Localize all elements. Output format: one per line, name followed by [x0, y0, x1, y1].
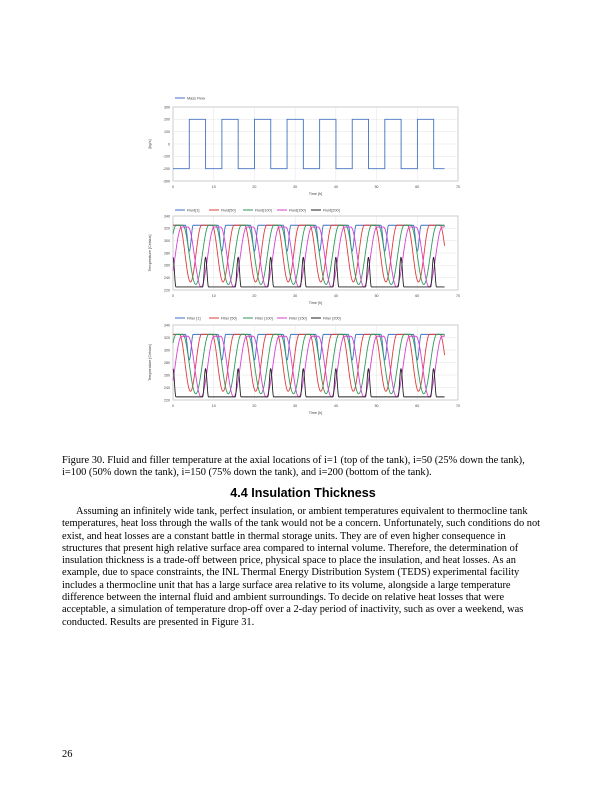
x-tick-label: 60 — [415, 185, 420, 189]
x-tick-label: 20 — [252, 404, 257, 408]
page-number: 26 — [62, 749, 73, 760]
y-tick-label: 300 — [164, 348, 170, 353]
x-axis-label: Time [h] — [308, 301, 323, 305]
legend-label: Filler [100] — [255, 316, 273, 321]
legend-label: Fluid[100] — [255, 208, 272, 213]
x-tick-label: 20 — [252, 185, 257, 189]
y-tick-label: 0 — [168, 142, 170, 147]
y-tick-label: 280 — [164, 360, 170, 365]
y-tick-label: 220 — [164, 288, 170, 293]
y-axis-label: [kg/s] — [148, 139, 152, 149]
y-tick-label: -100 — [162, 154, 170, 159]
x-tick-label: 30 — [293, 185, 298, 189]
x-tick-label: 60 — [415, 404, 420, 408]
body-paragraph: Assuming an infinitely wide tank, perfect insulation, or ambient temperatures equivalent to thermocline tank temperatures, heat loss through the walls of the tank would not be a concern. Unfortunately, such conditions do not exist, and heat losses are a constant battle in thermal storage units. They are of even higher consequence in structures that present high relative surface area compared to internal volume. Therefore, the determination of insulation thickness is a trade-off between price, physical space to place the insulation, and heat losses. As an example, due to space constraints, the INL Thermal Energy Distribution System (TEDS) experimental facility includes a thermocline unit that has a large surface area relative to its volume, alongside a large temperature difference between the internal fluid and ambient surroundings. To decide on relative heat losses that were acceptable, a simulation of temperature drop-off over a 2-day period of inactivity, such as over a weekend, was conducted. Results are presented in Figure 31. — [62, 506, 541, 628]
y-tick-label: 300 — [164, 105, 170, 110]
y-axis-label: Temperature [Celsius] — [148, 344, 152, 381]
y-tick-label: 240 — [164, 275, 170, 280]
y-tick-label: 280 — [164, 251, 170, 256]
x-tick-label: 70 — [456, 294, 460, 298]
x-tick-label: 50 — [374, 185, 379, 189]
x-tick-label: 10 — [211, 404, 216, 408]
y-tick-label: 320 — [164, 335, 170, 340]
x-tick-label: 70 — [456, 185, 460, 189]
y-tick-label: 320 — [164, 226, 170, 231]
y-tick-label: 240 — [164, 385, 170, 390]
x-tick-label: 60 — [415, 294, 420, 298]
chart-2 — [148, 208, 460, 305]
legend-label: Mass Flow — [187, 96, 206, 101]
y-tick-label: 220 — [164, 398, 170, 403]
x-tick-label: 40 — [333, 185, 338, 189]
x-tick-label: 0 — [172, 185, 174, 189]
legend-label: Fluid[150] — [289, 208, 306, 213]
x-tick-label: 0 — [172, 404, 174, 408]
y-tick-label: 260 — [164, 263, 170, 268]
x-tick-label: 40 — [333, 404, 338, 408]
x-tick-label: 40 — [333, 294, 338, 298]
x-axis-label: Time [h] — [308, 192, 323, 196]
y-tick-label: 340 — [164, 214, 170, 219]
legend-label: Fluid[50] — [221, 208, 236, 213]
x-tick-label: 50 — [374, 404, 379, 408]
legend-label: Filler [200] — [323, 316, 341, 321]
legend-label: Filler [1] — [187, 316, 201, 321]
chart-1 — [148, 96, 460, 196]
legend-label: Filler [50] — [221, 316, 237, 321]
y-tick-label: 300 — [164, 238, 170, 243]
y-tick-label: -300 — [162, 179, 170, 184]
y-axis-label: Temperature [Celsius] — [148, 234, 152, 272]
y-tick-label: 260 — [164, 373, 170, 378]
x-axis-label: Time [h] — [308, 411, 323, 415]
x-tick-label: 30 — [293, 294, 298, 298]
x-tick-label: 10 — [211, 185, 216, 189]
y-tick-label: 100 — [164, 129, 170, 134]
section-heading: 4.4 Insulation Thickness — [230, 486, 376, 500]
y-tick-label: 340 — [164, 323, 170, 328]
x-tick-label: 30 — [293, 404, 298, 408]
legend-label: Fluid[1] — [187, 208, 200, 213]
chart-3 — [148, 316, 460, 415]
y-tick-label: -200 — [162, 166, 170, 171]
x-tick-label: 70 — [456, 404, 460, 408]
x-tick-label: 10 — [211, 294, 216, 298]
legend-label: Fluid[200] — [323, 208, 340, 213]
x-tick-label: 50 — [374, 294, 379, 298]
x-tick-label: 20 — [252, 294, 257, 298]
y-tick-label: 200 — [164, 117, 170, 122]
legend-label: Filler [150] — [289, 316, 307, 321]
x-tick-label: 0 — [172, 294, 174, 298]
figure-caption: Figure 30. Fluid and filler temperature at the axial locations of i=1 (top of the tank), i=50 (25% down the tank), i=100 (50% down the tank), i=150 (75% down the tank), and i=200 (bottom of the tank). — [62, 455, 525, 479]
